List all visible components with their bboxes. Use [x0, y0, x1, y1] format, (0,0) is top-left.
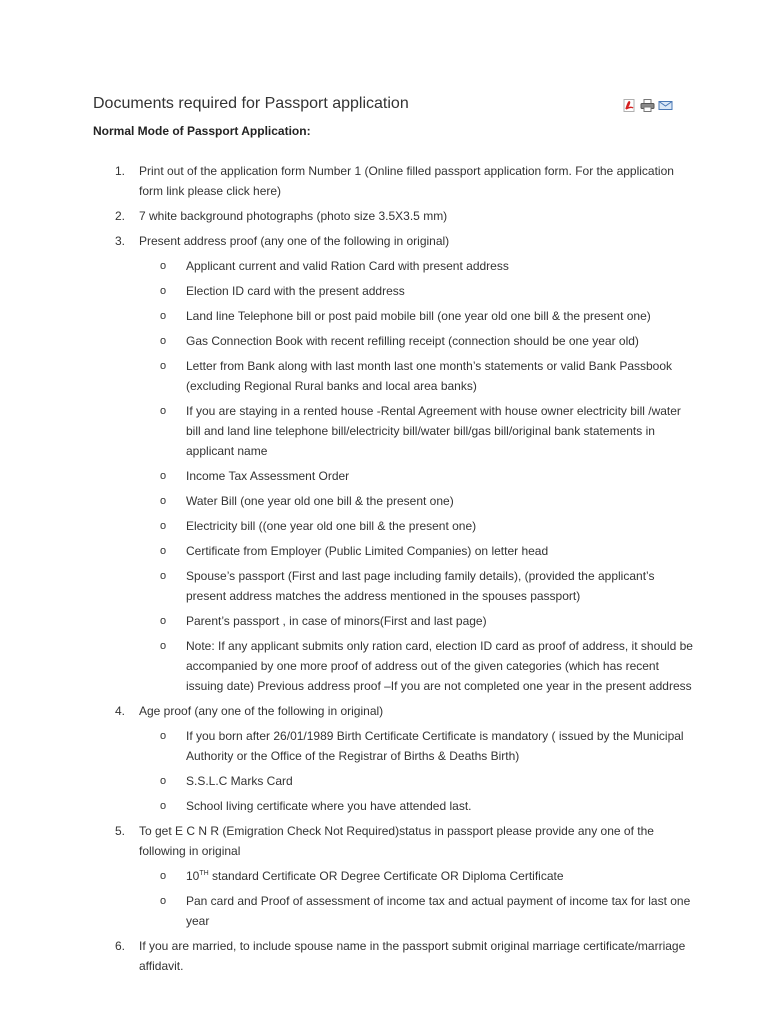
sub-list-item	[139, 771, 693, 791]
bullet-icon: o	[160, 640, 167, 652]
page-title: Documents required for Passport application	[93, 95, 409, 112]
list-item	[93, 231, 693, 696]
sub-list-item	[139, 516, 693, 536]
sub-list-item	[139, 256, 693, 276]
sub-list-item	[139, 306, 693, 326]
sub-item-text: Gas Connection Book with recent refilling receipt (connection should be one year old)	[186, 334, 639, 348]
bullet-icon: o	[160, 545, 167, 557]
item-text: Present address proof (any one of the following in original)	[139, 234, 450, 248]
grade-number: 10	[186, 869, 200, 883]
bullet-icon: o	[160, 335, 167, 347]
ordinal-suffix: TH	[199, 870, 209, 877]
sub-list	[139, 256, 693, 696]
item-text: 7 white background photographs (photo size 3.5X3.5 mm)	[139, 209, 448, 223]
item-number: 4.	[115, 704, 126, 718]
sub-item-text: S.S.L.C Marks Card	[186, 774, 293, 788]
sub-item-text	[186, 869, 564, 883]
sub-list	[139, 726, 693, 816]
bullet-icon: o	[160, 775, 167, 787]
item-text: Age proof (any one of the following in original)	[139, 704, 384, 718]
item-text: If you are married, to include spouse name in the passport submit original marriage certificate/marriage affidavit.	[139, 939, 686, 973]
sub-item-text: Land line Telephone bill or post paid mobile bill (one year old one bill & the present one)	[186, 309, 651, 323]
sub-list-item	[139, 281, 693, 301]
bullet-icon: o	[160, 870, 167, 882]
print-icon[interactable]	[640, 99, 655, 112]
bullet-icon: o	[160, 285, 167, 297]
sub-list-item	[139, 356, 693, 396]
item-number: 3.	[115, 234, 126, 248]
sub-item-text: Spouse’s passport (First and last page including family details), (provided the applicant’s present address matches the address mentioned in the spouses passport)	[186, 569, 655, 603]
document-toolbar	[622, 99, 673, 112]
sub-item-text: Electricity bill ((one year old one bill & the present one)	[186, 519, 477, 533]
email-icon[interactable]	[658, 99, 673, 112]
sub-item-text: Income Tax Assessment Order	[186, 469, 350, 483]
list-item	[93, 821, 693, 931]
sub-list-item	[139, 331, 693, 351]
bullet-icon: o	[160, 615, 167, 627]
sub-item-text: If you are staying in a rented house -Rental Agreement with house owner electricity bill /water bill and land line telephone bill/electricity bill/water bill/gas bill/original bank statements in applicant name	[186, 404, 681, 458]
sub-item-text: Letter from Bank along with last month last one month’s statements or valid Bank Passbook (excluding Regional Rural banks and local area banks)	[186, 359, 673, 393]
sub-list-item	[139, 401, 693, 461]
list-item	[93, 701, 693, 816]
bullet-icon: o	[160, 730, 167, 742]
requirements-list	[93, 161, 693, 981]
bullet-icon: o	[160, 570, 167, 582]
item-number: 1.	[115, 164, 126, 178]
sub-list-item	[139, 491, 693, 511]
sub-list	[139, 866, 693, 931]
item-number: 2.	[115, 209, 126, 223]
sub-list-item	[139, 726, 693, 766]
sub-item-text: Water Bill (one year old one bill & the present one)	[186, 494, 454, 508]
bullet-icon: o	[160, 260, 167, 272]
list-item	[93, 936, 693, 976]
sub-item-text: Certificate from Employer (Public Limited Companies) on letter head	[186, 544, 549, 558]
bullet-icon: o	[160, 520, 167, 532]
item-text: Print out of the application form Number 1 (Online filled passport application form. For the application form link please click here)	[139, 164, 674, 198]
item-text: To get E C N R (Emigration Check Not Required)status in passport please provide any one of the following in original	[139, 824, 654, 858]
sub-list-item	[139, 866, 693, 886]
item-number: 6.	[115, 939, 126, 953]
sub-item-text: If you born after 26/01/1989 Birth Certificate Certificate is mandatory ( issued by the Municipal Authority or the Office of the Registrar of Births & Deaths Birth)	[186, 729, 684, 763]
sub-list-item	[139, 636, 693, 696]
section-subtitle: Normal Mode of Passport Application:	[93, 124, 311, 138]
item-number: 5.	[115, 824, 126, 838]
sub-item-text: Election ID card with the present address	[186, 284, 405, 298]
pdf-icon[interactable]	[622, 99, 637, 112]
sub-list-item	[139, 566, 693, 606]
sub-item-text: Pan card and Proof of assessment of income tax and actual payment of income tax for last one year	[186, 894, 691, 928]
bullet-icon: o	[160, 495, 167, 507]
certificate-text: standard Certificate OR Degree Certificate OR Diploma Certificate	[208, 869, 564, 883]
sub-list-item	[139, 466, 693, 486]
bullet-icon: o	[160, 800, 167, 812]
sub-item-text: Parent’s passport , in case of minors(First and last page)	[186, 614, 487, 628]
sub-list-item	[139, 541, 693, 561]
list-item	[93, 161, 693, 201]
bullet-icon: o	[160, 310, 167, 322]
sub-item-text: School living certificate where you have attended last.	[186, 799, 472, 813]
sub-list-item	[139, 891, 693, 931]
sub-item-text: Note: If any applicant submits only ration card, election ID card as proof of address, it should be accompanied by one more proof of address out of the given categories (which has recent issuing date) Previous address proof –If you are not completed one year in the present address	[186, 639, 693, 693]
sub-item-text: Applicant current and valid Ration Card with present address	[186, 259, 509, 273]
bullet-icon: o	[160, 895, 167, 907]
sub-list-item	[139, 611, 693, 631]
bullet-icon: o	[160, 360, 167, 372]
bullet-icon: o	[160, 470, 167, 482]
bullet-icon: o	[160, 405, 167, 417]
list-item	[93, 206, 693, 226]
sub-list-item	[139, 796, 693, 816]
